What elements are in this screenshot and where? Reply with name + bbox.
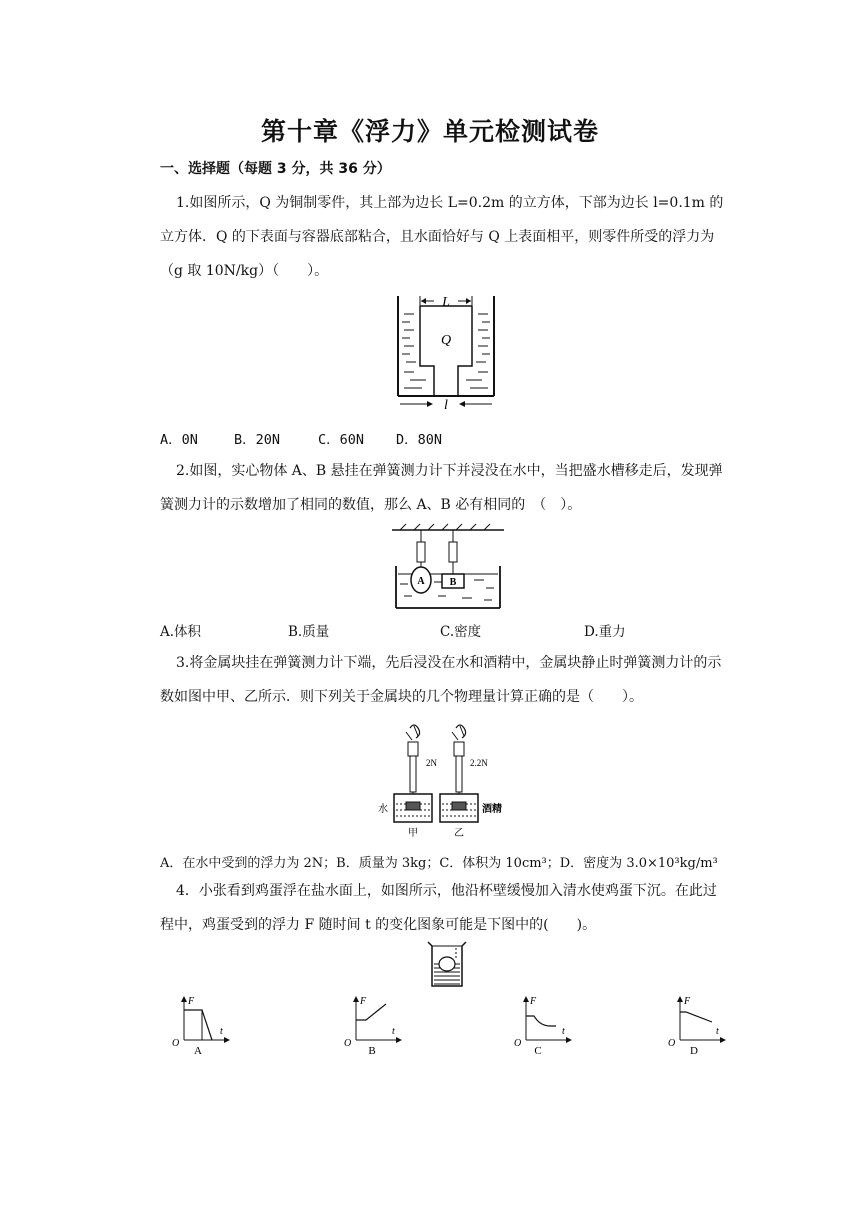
option-b: B.质量 xyxy=(288,624,330,640)
object-a-label: A xyxy=(417,576,425,587)
section-heading: 一、选择题（每题 3 分，共 36 分） xyxy=(160,161,391,177)
page-title: 第十章《浮力》单元检测试卷 xyxy=(260,117,599,146)
question-1-text: 1.如图所示，Q 为铜制零件，其上部为边长 L=0.2m 的立方体，下部为边长 l=0.1m 的立方体．Q 的下表面与容器底部粘合，且水面恰好与 Q 上表面相平，则零件所受的浮力为（g 取 10N/kg）（ ）。 xyxy=(160,195,724,279)
option-d: D.重力 xyxy=(584,624,626,640)
graph-b-letter: B xyxy=(368,1045,376,1057)
graph-d xyxy=(666,992,732,1058)
question-1-figure xyxy=(392,292,502,412)
question-3-options: A．在水中受到的浮力为 2N；B．质量为 3kg；C．体积为 10cm³；D．密度为 3.0×10³kg/m³ xyxy=(160,856,718,871)
origin-label: O xyxy=(668,1038,676,1049)
dimension-l-label: l xyxy=(444,398,448,413)
option-b: B．20N xyxy=(234,432,281,448)
origin-label: O xyxy=(344,1038,352,1049)
y-axis-label: F xyxy=(360,996,367,1007)
y-axis-label: F xyxy=(188,996,195,1007)
figure-jia-label: 甲 xyxy=(408,828,418,839)
x-axis-label: t xyxy=(392,1026,395,1037)
dimension-L-label: L xyxy=(442,295,450,310)
object-b-label: B xyxy=(449,577,457,588)
option-d: D．80N xyxy=(396,432,443,448)
question-1-options xyxy=(160,428,560,448)
question-3-figure xyxy=(378,722,516,840)
question-2-figure xyxy=(390,522,506,612)
origin-label: O xyxy=(172,1038,180,1049)
question-2-options xyxy=(160,620,660,640)
x-axis-label: t xyxy=(562,1026,565,1037)
water-label: 水 xyxy=(378,804,388,815)
x-axis-label: t xyxy=(716,1026,719,1037)
graph-d-letter: D xyxy=(690,1045,698,1057)
reading-right: 2.2N xyxy=(470,758,488,768)
option-a: A.体积 xyxy=(160,624,202,640)
graph-a xyxy=(170,992,236,1058)
graph-c xyxy=(512,992,578,1058)
graph-c-letter: C xyxy=(534,1045,542,1057)
option-c: C．60N xyxy=(318,432,365,448)
x-axis-label: t xyxy=(220,1026,223,1037)
y-axis-label: F xyxy=(530,996,537,1007)
beaker-egg-figure xyxy=(424,940,468,990)
origin-label: O xyxy=(514,1038,522,1049)
option-c: C.密度 xyxy=(440,624,482,640)
question-4-text: 4．小张看到鸡蛋浮在盐水面上，如图所示，他沿杯壁缓慢加入清水使鸡蛋下沉。在此过程中，鸡蛋受到的浮力 F 随时间 t 的变化图象可能是下图中的( )。 xyxy=(160,883,717,933)
figure-yi-label: 乙 xyxy=(454,828,464,839)
alcohol-label: 酒精 xyxy=(482,804,502,815)
y-axis-label: F xyxy=(684,996,691,1007)
option-a: A．0N xyxy=(160,432,198,448)
reading-left: 2N xyxy=(426,758,437,768)
question-2-text: 2.如图，实心物体 A、B 悬挂在弹簧测力计下并浸没在水中，当把盛水槽移走后，发现弹簧测力计的示数增加了相同的数值，那么 A、B 必有相同的 （ ）。 xyxy=(160,463,723,513)
part-Q-label: Q xyxy=(440,333,452,348)
question-3-text: 3.将金属块挂在弹簧测力计下端，先后浸没在水和酒精中，金属块静止时弹簧测力计的示数如图中甲、乙所示．则下列关于金属块的几个物理量计算正确的是（ ）。 xyxy=(160,655,722,705)
graph-b xyxy=(342,992,408,1058)
graph-a-letter: A xyxy=(194,1045,202,1057)
